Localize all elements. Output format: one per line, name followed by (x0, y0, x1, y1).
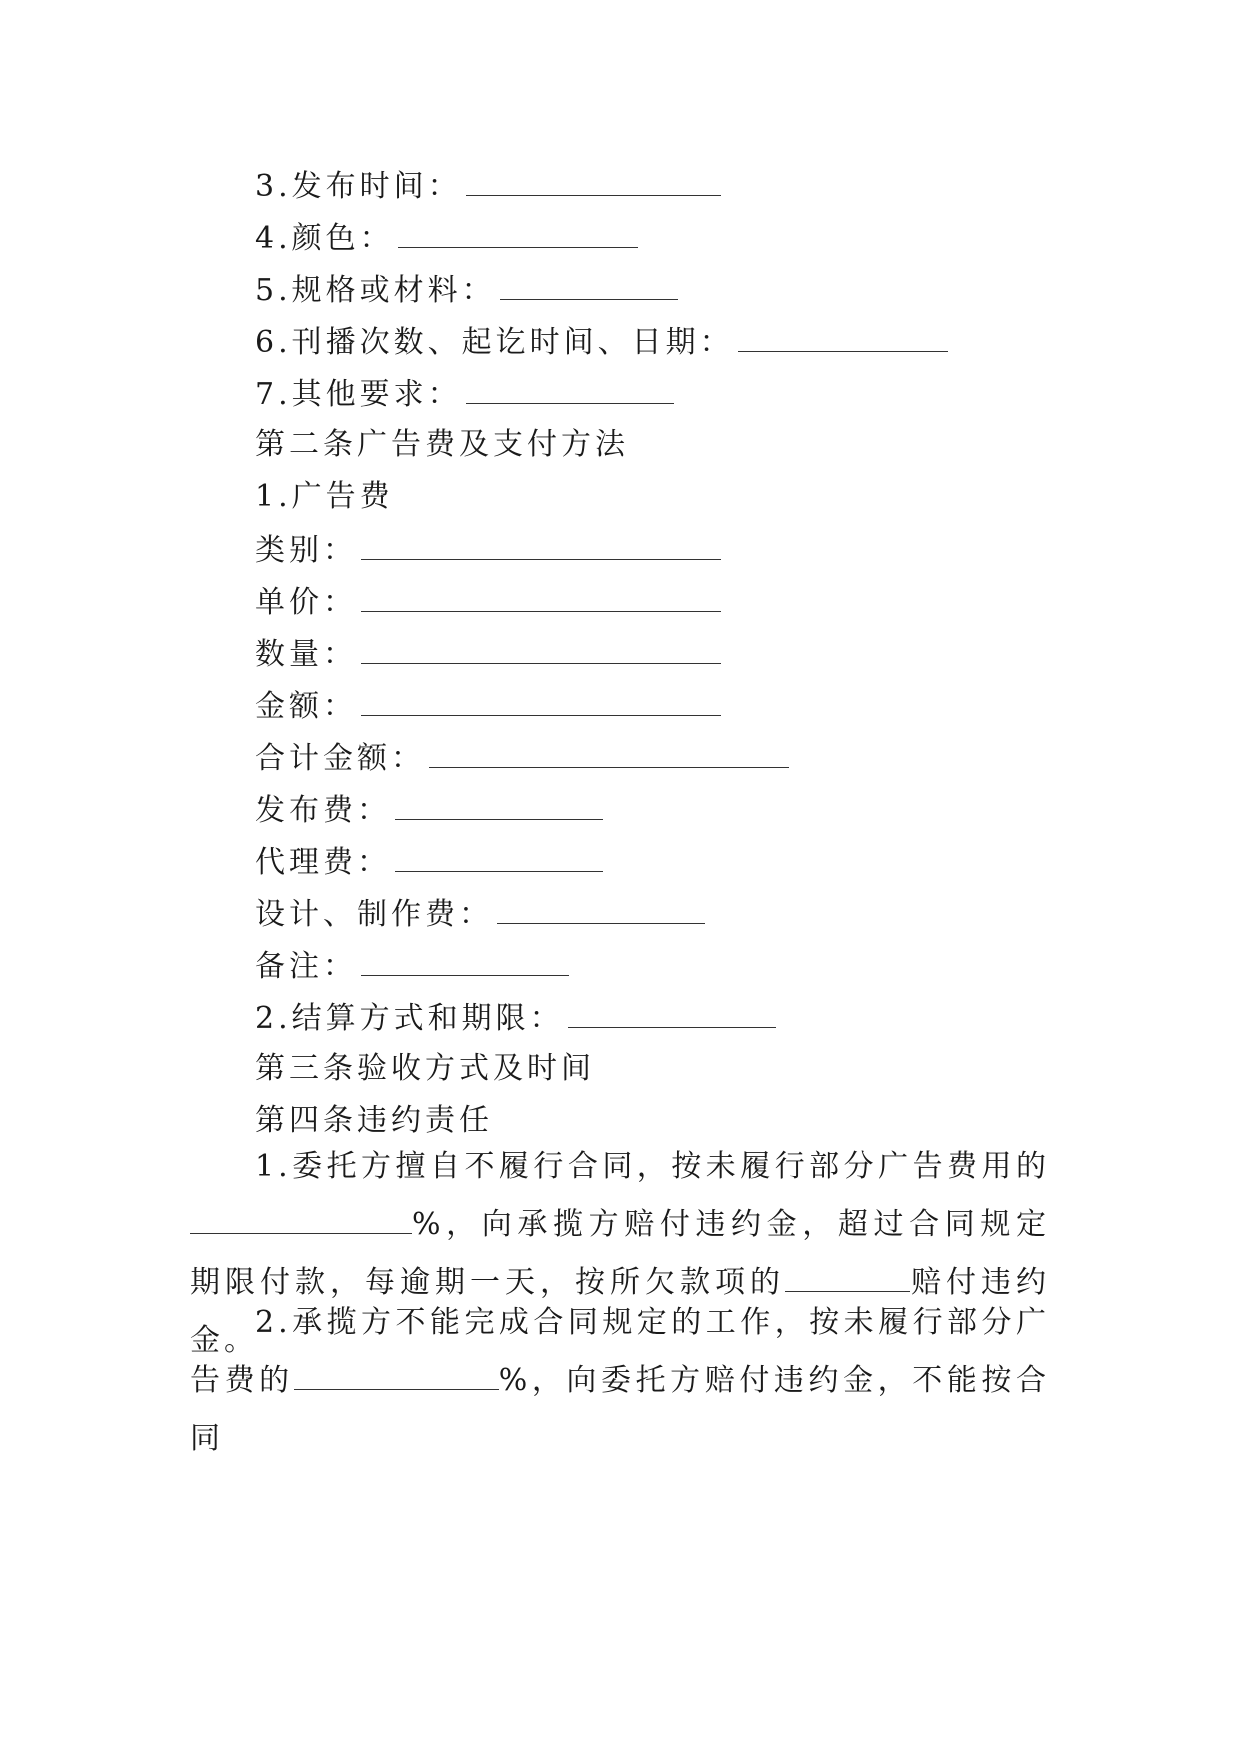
fill-in-blank (361, 685, 721, 716)
item-amount (255, 685, 721, 727)
item-label: 备注： (255, 949, 357, 984)
fill-in-blank (361, 529, 721, 560)
fill-in-blank (398, 217, 638, 248)
fill-in-blank (500, 269, 678, 300)
fill-in-blank (294, 1359, 499, 1390)
fill-in-blank (785, 1261, 910, 1292)
item-label: 7.其他要求： (255, 377, 462, 412)
item-publishing-fee (255, 789, 603, 831)
item-label: 第三条验收方式及时间 (255, 1051, 595, 1086)
fill-in-blank (466, 165, 721, 196)
item-color (255, 217, 638, 259)
clause-text: %，向委托方赔付违约金，不能按合同 (190, 1363, 1050, 1456)
clause-text: %，向承揽方赔付违约金，超过合同规定期限付款，每逾期一天，按所欠款项的 (190, 1207, 1050, 1300)
fill-in-blank (361, 633, 721, 664)
fill-in-blank (738, 321, 948, 352)
item-agency-fee (255, 841, 603, 883)
item-remarks (255, 945, 569, 987)
item-spec-material (255, 269, 678, 311)
item-label: 第四条违约责任 (255, 1103, 493, 1138)
item-label: 发布费： (255, 793, 391, 828)
item-label: 单价： (255, 585, 357, 620)
item-category (255, 529, 721, 571)
article-two-heading (255, 425, 629, 465)
article-four-heading (255, 1101, 493, 1141)
clause-text: 2.承揽方不能完成合同规定的工作，按未履行部分广告费的 (190, 1305, 1050, 1398)
item-quantity (255, 633, 721, 675)
item-unit-price (255, 581, 721, 623)
item-label: 数量： (255, 637, 357, 672)
item-label: 金额： (255, 689, 357, 724)
ad-fee-heading (255, 477, 394, 517)
clause-text: 1.委托方擅自不履行合同，按未履行部分广告费用的 (255, 1149, 1050, 1184)
item-label: 2.结算方式和期限： (255, 1001, 564, 1036)
item-broadcast-schedule (255, 321, 948, 363)
item-settlement-method (255, 997, 776, 1039)
item-label: 3.发布时间： (255, 169, 462, 204)
fill-in-blank (395, 841, 603, 872)
fill-in-blank (429, 737, 789, 768)
item-label: 代理费： (255, 845, 391, 880)
breach-clause-2 (190, 1294, 1050, 1468)
fill-in-blank (497, 893, 705, 924)
item-label: 合计金额： (255, 741, 425, 776)
item-label: 设计、制作费： (255, 897, 493, 932)
item-other-requirements (255, 373, 674, 415)
item-label: 5.规格或材料： (255, 273, 496, 308)
item-publish-time (255, 165, 721, 207)
item-total-amount (255, 737, 789, 779)
item-label: 第二条广告费及支付方法 (255, 427, 629, 462)
fill-in-blank (190, 1203, 412, 1234)
item-label: 4.颜色： (255, 221, 394, 256)
fill-in-blank (466, 373, 674, 404)
fill-in-blank (361, 945, 569, 976)
fill-in-blank (568, 997, 776, 1028)
clause-text: 赔付违约金。 (190, 1265, 1050, 1358)
item-design-production-fee (255, 893, 705, 935)
item-label: 6.刊播次数、起讫时间、日期： (255, 325, 734, 360)
fill-in-blank (395, 789, 603, 820)
fill-in-blank (361, 581, 721, 612)
article-three-heading (255, 1049, 595, 1089)
item-label: 1.广告费 (255, 479, 394, 514)
item-label: 类别： (255, 533, 357, 568)
